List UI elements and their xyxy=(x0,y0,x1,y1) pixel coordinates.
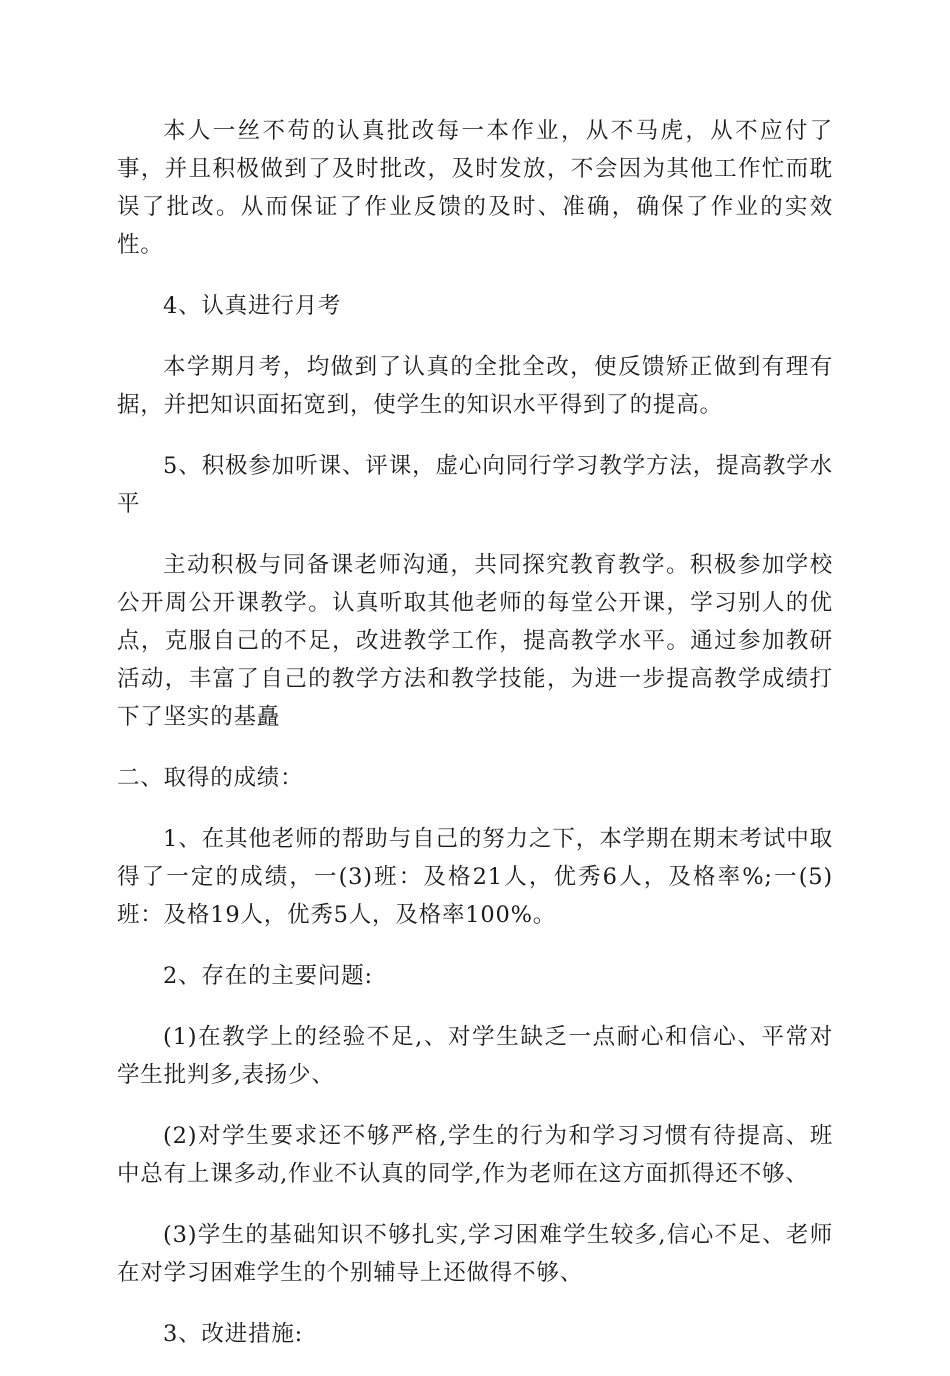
paragraph-problem-3: (3)学生的基础知识不够扎实,学习困难学生较多,信心不足、老师在对学习困难学生的个别辅导上还做得不够、 xyxy=(117,1222,833,1286)
paragraph-monthly-exam: 本学期月考，均做到了认真的全批全改，使反馈矫正做到有理有据，并把知识面拓宽到，使学生的知识水平得到了的提高。 xyxy=(117,354,833,418)
document-page xyxy=(117,112,833,1376)
heading-monthly-exam: 4、认真进行月考 xyxy=(163,293,342,319)
heading-main-problems: 2、存在的主要问题: xyxy=(163,963,373,989)
heading-improvement-measures: 3、改进措施: xyxy=(163,1321,303,1347)
heading-lesson-observation: 5、积极参加听课、评课，虚心向同行学习教学方法，提高教学水平 xyxy=(117,453,833,517)
paragraph-exam-results: 1、在其他老师的帮助与自己的努力之下，本学期在期末考试中取得了一定的成绩，一(3)班：及格21人，优秀6人，及格率%;一(5)班：及格19人，优秀5人，及格率100%。 xyxy=(117,826,833,928)
paragraph-lesson-observation: 主动积极与同备课老师沟通，共同探究教育教学。积极参加学校公开周公开课教学。认真听取其他老师的每堂公开课，学习别人的优点，克服自己的不足，改进教学工作，提高教学水平。通过参加教研活动，丰富了自己的教学方法和教学技能，为进一步提高教学成绩打下了坚实的基矗 xyxy=(117,552,833,730)
paragraph-problem-2: (2)对学生要求还不够严格,学生的行为和学习习惯有待提高、班中总有上课多动,作业不认真的同学,作为老师在这方面抓得还不够、 xyxy=(117,1123,833,1187)
section-heading-achievements: 二、取得的成绩： xyxy=(117,765,304,791)
paragraph-problem-1: (1)在教学上的经验不足,、对学生缺乏一点耐心和信心、平常对学生批判多,表扬少、 xyxy=(117,1024,833,1088)
paragraph-homework-grading: 本人一丝不苟的认真批改每一本作业，从不马虎，从不应付了事，并且积极做到了及时批改，及时发放，不会因为其他工作忙而耽误了批改。从而保证了作业反馈的及时、准确，确保了作业的实效性。 xyxy=(117,118,833,258)
